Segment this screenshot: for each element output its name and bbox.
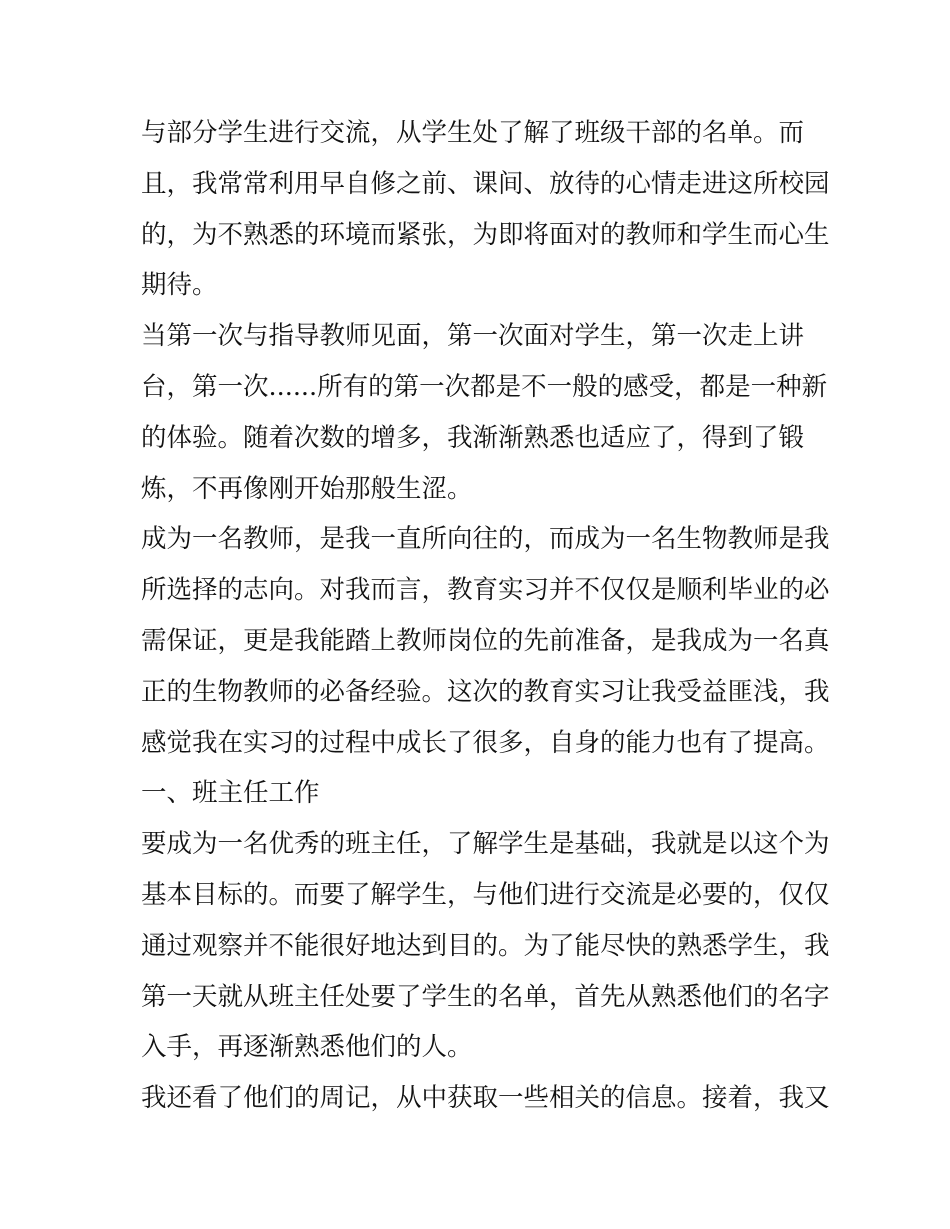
text-line: 需保证，更是我能踏上教师岗位的先前准备，是我成为一名真 xyxy=(141,625,830,656)
body-text xyxy=(141,108,830,1124)
text-line: 要成为一名优秀的班主任，了解学生是基础，我就是以这个为 xyxy=(141,829,830,860)
text-line: 基本目标的。而要了解学生，与他们进行交流是必要的，仅仅 xyxy=(141,879,830,910)
section-heading: 一、班主任工作 xyxy=(141,778,320,809)
text-line: 的，为不熟悉的环境而紧张，为即将面对的教师和学生而心生 xyxy=(141,219,830,250)
text-line: 台，第一次......所有的第一次都是不一般的感受，都是一种新 xyxy=(141,371,828,402)
text-line: 成为一名教师，是我一直所向往的，而成为一名生物教师是我 xyxy=(141,524,830,555)
text-line: 感觉我在实习的过程中成长了很多，自身的能力也有了提高。 xyxy=(141,727,830,758)
text-line: 所选择的志向。对我而言，教育实习并不仅仅是顺利毕业的必 xyxy=(141,575,830,606)
text-line: 正的生物教师的必备经验。这次的教育实习让我受益匪浅，我 xyxy=(141,676,830,707)
text-line: 当第一次与指导教师见面，第一次面对学生，第一次走上讲 xyxy=(141,321,805,352)
text-line: 且，我常常利用早自修之前、课间、放待的心情走进这所校园 xyxy=(141,168,830,199)
text-line: 我还看了他们的周记，从中获取一些相关的信息。接着，我又 xyxy=(141,1083,830,1114)
text-line: 的体验。随着次数的增多，我渐渐熟悉也适应了，得到了锻 xyxy=(141,422,805,453)
text-line: 期待。 xyxy=(141,270,218,301)
text-line: 与部分学生进行交流，从学生处了解了班级干部的名单。而 xyxy=(141,118,805,148)
text-line: 第一天就从班主任处要了学生的名单，首先从熟悉他们的名字 xyxy=(141,981,830,1012)
text-line: 通过观察并不能很好地达到目的。为了能尽快的熟悉学生，我 xyxy=(141,930,830,961)
text-line: 入手，再逐渐熟悉他们的人。 xyxy=(141,1032,473,1063)
text-line: 炼，不再像刚开始那般生涩。 xyxy=(141,473,473,504)
